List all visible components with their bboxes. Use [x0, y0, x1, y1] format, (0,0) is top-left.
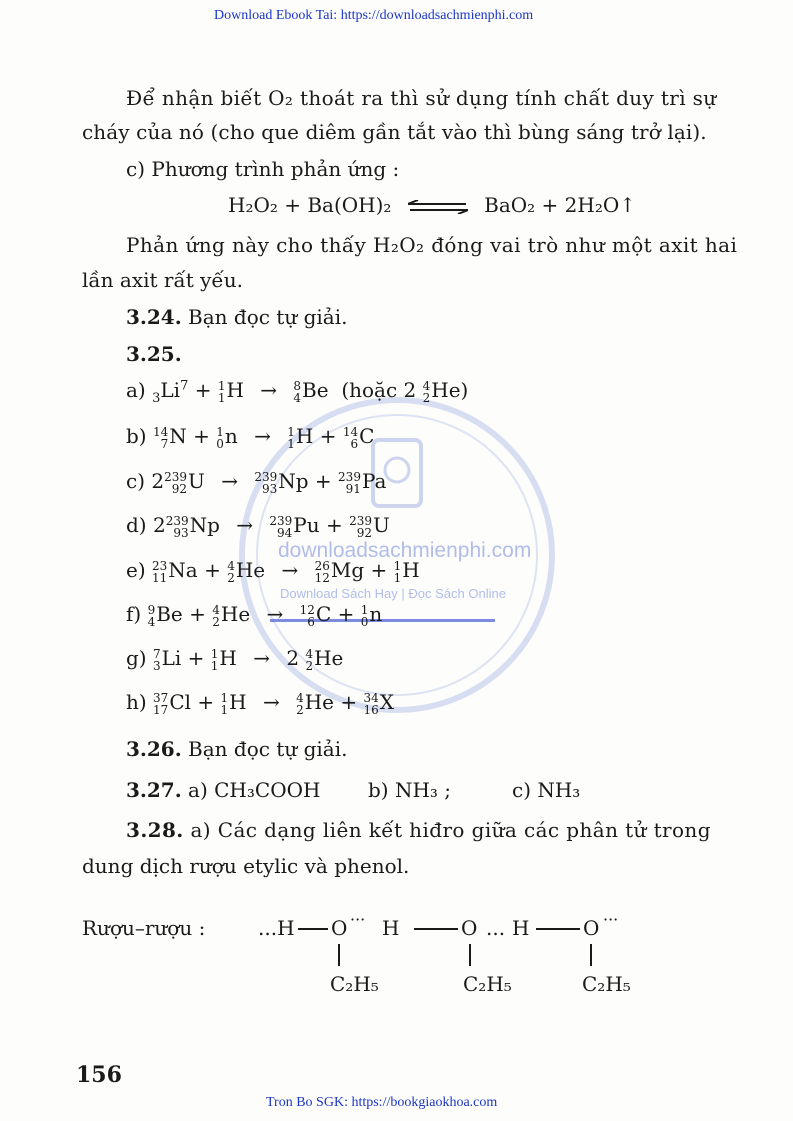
struct-r1: C₂H₅ [330, 972, 379, 996]
reaction-b: b) 14 7 N + 1 0 n → 1 1 H + 14 6 C [126, 424, 375, 451]
header-link[interactable]: Download Ebook Tai: https://downloadsachmienphi.com [214, 8, 534, 23]
reaction-g: g) 7 3 Li + 1 1 H → 2 4 2 He [126, 646, 344, 673]
section-3-28: 3.28. a) Các dạng liên kết hiđro giữa các phân tử trong [126, 818, 711, 842]
eq-left: H₂O₂ + Ba(OH)₂ [228, 193, 392, 217]
c-label: c) Phương trình phản ứng : [126, 157, 400, 181]
section-3-28-line2: dung dịch rượu etylic và phenol. [82, 854, 410, 878]
reaction-a: a) $_3Li^7$ + 1 1 H → 8 4 Be (hoặc 2 4 2 He) [126, 378, 469, 406]
watermark-site: downloadsachmienphi.com [278, 539, 532, 562]
struct-r2: C₂H₅ [463, 972, 512, 996]
reaction-c: c) 2 239 92 U → 239 93 Np + 239 91 Pa [126, 469, 387, 496]
struct-label: Rượu–rượu : [82, 916, 206, 940]
equilibrium-arrow-icon [408, 200, 468, 214]
para2-line2: lần axit rất yếu. [82, 268, 243, 292]
bond-o3-r3 [590, 944, 592, 966]
section-3-24: 3.24. Bạn đọc tự giải. [126, 305, 348, 329]
struct-h3: H [512, 916, 530, 940]
struct-dots3: ··· [603, 910, 619, 929]
section-3-27-b: b) NH₃ ; [368, 778, 452, 802]
struct-h2: H [382, 916, 400, 940]
struct-r3: C₂H₅ [582, 972, 631, 996]
section-3-26: 3.26. Bạn đọc tự giải. [126, 737, 348, 761]
bond-h1-o1 [298, 928, 328, 930]
para2-line1: Phản ứng này cho thấy H₂O₂ đóng vai trò như một axit hai [126, 233, 738, 257]
section-3-25: 3.25. [126, 342, 182, 366]
para1-line1: Để nhận biết O₂ thoát ra thì sử dụng tính chất duy trì sự [126, 86, 717, 110]
bond-o1-r1 [338, 944, 340, 966]
struct-h1: ...H [258, 916, 295, 940]
reaction-d: d) 2 239 93 Np → 239 94 Pu + 239 92 U [126, 513, 390, 540]
struct-o2: O [461, 916, 478, 940]
reaction-f: f) 9 4 Be + 4 2 He → 12 6 C + 1 0 n [126, 602, 383, 629]
reaction-e: e) 23 11 Na + 4 2 He → 26 12 Mg + 1 1 H [126, 558, 420, 585]
struct-o3: O [583, 916, 600, 940]
section-3-27-c: c) NH₃ [512, 778, 581, 802]
struct-dots1: ··· [350, 910, 366, 929]
struct-dots2: ... [486, 916, 506, 940]
bond-o2-r2 [469, 944, 471, 966]
bond-h2-o2 [414, 928, 458, 930]
eq-right: BaO₂ + 2H₂O↑ [484, 193, 637, 217]
struct-o1: O [331, 916, 348, 940]
page-number: 156 [76, 1062, 122, 1088]
para1-line2: cháy của nó (cho que diêm gần tắt vào thì bùng sáng trở lại). [82, 120, 707, 144]
watermark-tagline: Download Sách Hay | Đọc Sách Online [280, 586, 506, 601]
section-3-27: 3.27. a) CH₃COOH [126, 778, 321, 802]
bond-h3-o3 [536, 928, 580, 930]
footer-link[interactable]: Tron Bo SGK: https://bookgiaokhoa.com [266, 1095, 498, 1110]
reaction-h: h) 37 17 Cl + 1 1 H → 4 2 He + 34 16 X [126, 690, 395, 717]
equation [228, 193, 636, 217]
